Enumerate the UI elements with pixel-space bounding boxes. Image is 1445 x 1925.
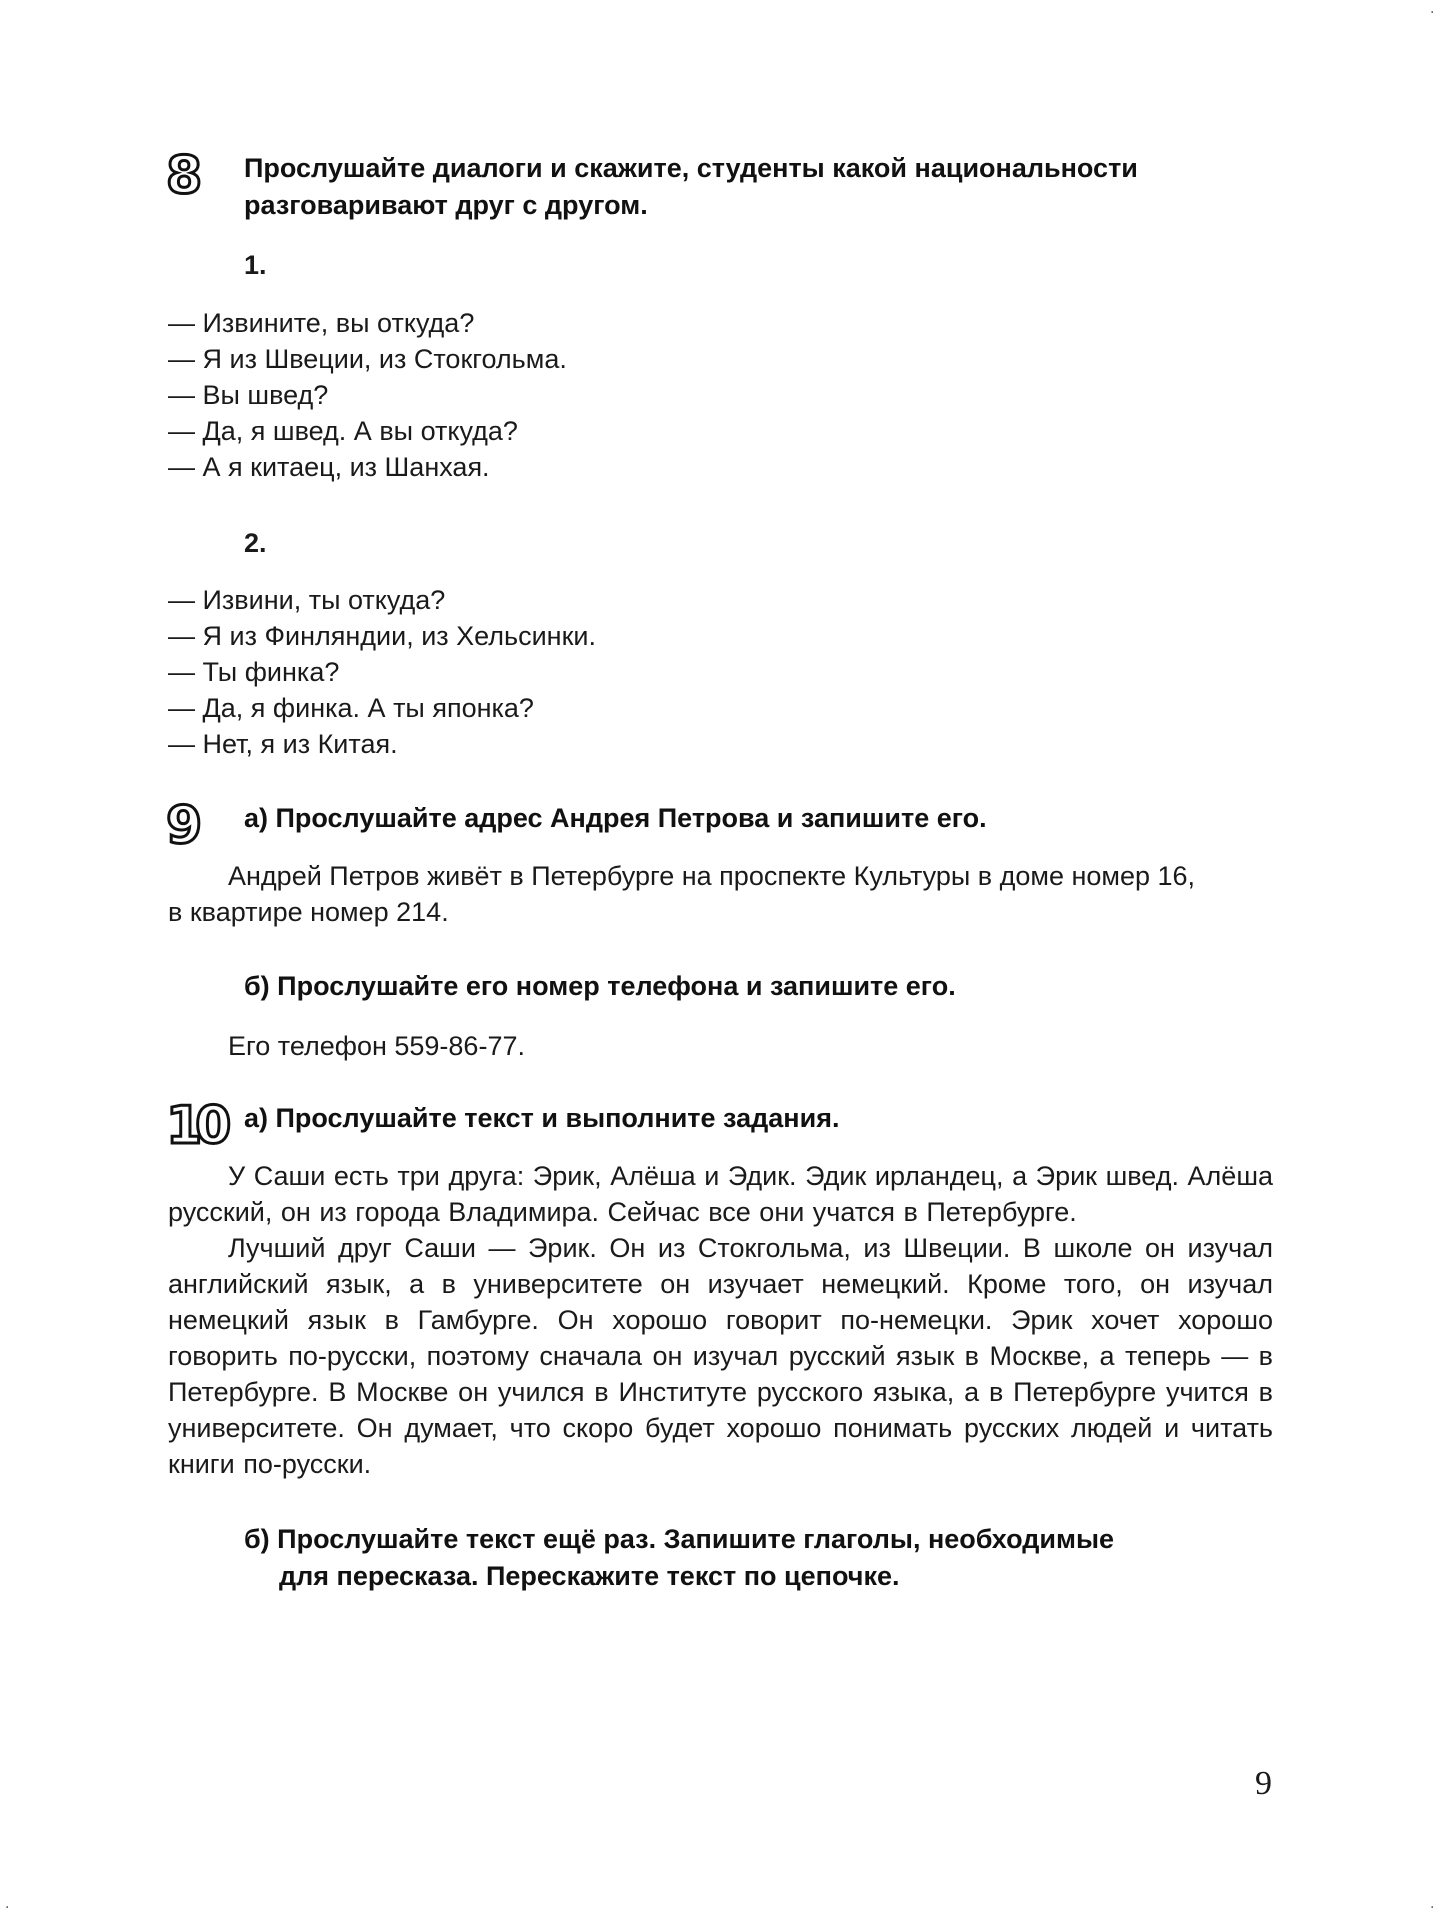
- paragraph: Лучший друг Саши — Эрик. Он из Стокгольма, из Швеции. В школе он изучал английский язык, а в университете он изучает немецкий. Кроме того, он изучал немецкий язык в Гамбурге. Он хорошо говорит по-немецки. Эрик хочет хорошо говорить по-русски, поэтому сначала он изучал русский язык в Москве, а теперь — в Петербурге. В Москве он учился в Институте русского языка, а в Петербурге учится в университете. Он думает, что скоро будет хорошо понимать русских людей и читать книги по-русски.: [168, 1233, 1273, 1479]
- dialog-2-label: 2.: [244, 528, 267, 558]
- dialog-line: — Вы швед?: [168, 380, 329, 410]
- paragraph: У Саши есть три друга: Эрик, Алёша и Эдик. Эдик ирландец, а Эрик швед. Алёша русский, он из города Владимира. Сейчас все они учатся в Петербурге.: [168, 1161, 1273, 1227]
- dialog-1-label: 1.: [244, 250, 267, 280]
- dialog-1: [168, 305, 567, 485]
- dialog-line: — Я из Швеции, из Стокгольма.: [168, 344, 567, 374]
- dialog-line: — Я из Финляндии, из Хельсинки.: [168, 621, 596, 651]
- exercise-10-number: 10: [166, 1096, 225, 1156]
- heading-line: для пересказа. Перескажите текст по цепочке.: [279, 1561, 900, 1591]
- exercise-9-task-a: а) Прослушайте адрес Андрея Петрова и запишите его.: [244, 803, 987, 833]
- dialog-line: — Извини, ты откуда?: [168, 585, 446, 615]
- heading-line: Прослушайте диалоги и скажите, студенты какой национальности: [244, 153, 1138, 183]
- dialog-2: [168, 582, 596, 762]
- heading-line: б) Прослушайте текст ещё раз. Запишите глаголы, необходимые: [244, 1524, 1115, 1554]
- exercise-10-task-b: [244, 1521, 1114, 1595]
- exercise-10-task-a: а) Прослушайте текст и выполните задания.: [244, 1103, 840, 1133]
- page-number: 9: [1255, 1765, 1272, 1802]
- dialog-line: — Извините, вы откуда?: [168, 308, 475, 338]
- exercise-9-number: 9: [166, 796, 199, 856]
- dialog-line: — А я китаец, из Шанхая.: [168, 452, 490, 482]
- heading-line: разговаривают друг с другом.: [244, 190, 648, 220]
- crop-mark: ·: [5, 1900, 10, 1916]
- address-text: [168, 858, 1195, 930]
- crop-mark: ·: [1430, 5, 1435, 21]
- dialog-line: — Да, я швед. А вы откуда?: [168, 416, 518, 446]
- exercise-10-text: [168, 1158, 1273, 1482]
- dialog-line: — Нет, я из Китая.: [168, 729, 398, 759]
- exercise-8-heading: [244, 150, 1138, 224]
- crop-mark: ·: [1430, 1900, 1435, 1916]
- address-line: Андрей Петров живёт в Петербурге на проспекте Культуры в доме номер 16,: [228, 861, 1196, 891]
- address-line: в квартире номер 214.: [168, 897, 449, 927]
- exercise-8-number: 8: [166, 146, 199, 206]
- phone-text: Его телефон 559-86-77.: [228, 1031, 525, 1061]
- dialog-line: — Ты финка?: [168, 657, 340, 687]
- exercise-9-task-b: б) Прослушайте его номер телефона и запишите его.: [244, 971, 956, 1001]
- dialog-line: — Да, я финка. А ты японка?: [168, 693, 534, 723]
